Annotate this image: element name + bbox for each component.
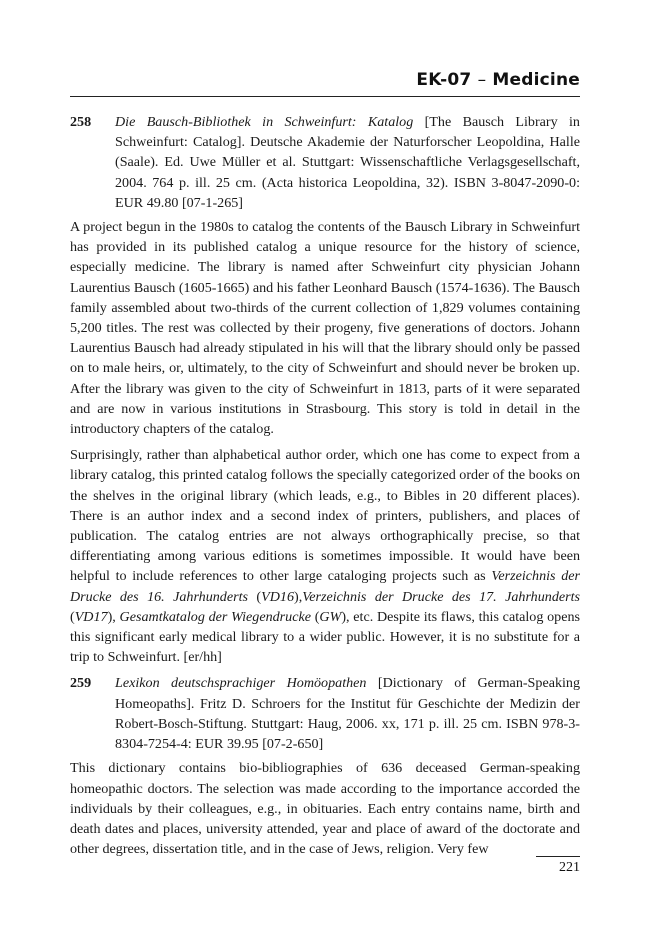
header-rule <box>70 96 580 97</box>
page-content <box>70 112 580 865</box>
entry-title: Lexikon deutschsprachiger Homöopathen <box>115 675 367 692</box>
text-run: ( <box>310 608 320 625</box>
text-run: ( <box>70 608 75 625</box>
review-paragraph-1: A project begun in the 1980s to catalog the contents of the Bausch Library in Schweinfurt has provided in its published catalog a unique resource for the history of science, especially medicine. The library is named after Schweinfurt city physician Johann Laurentius Bausch (1605-1665) and his father Leonhard Bausch (1574-1636). The Bausch family assembled about two-thirds of the current collection of 1,829 volumes containing 5,200 titles. The rest was collected by their progeny, five generations of doctors. Johann Laurentius Bausch had already stipulated in his will that the library should only be passed on to male heirs, or, ultimately, to the city of Schweinfurt and should never be broken up. After the library was given to the city of Schweinfurt in 1813, parts of it were separated and are now in various institutions in Strasbourg. This story is told in detail in the introductory chapters of the catalog. <box>70 219 580 438</box>
entry-title: Die Bausch-Bibliothek in Schweinfurt: Katalog <box>115 114 414 130</box>
italic-abbrev: VD16 <box>261 588 294 605</box>
text-run: Surprisingly, rather than alphabetical author order, which one has come to expect from a library catalog, this printed catalog follows the specially categorized order of the books on the shelves in the original library (which leads, e.g., to Bibles in 20 different places). There is an author index and a second index of printers, publishers, and places of publication. The catalog entries are not always orthographically precise, so that differentiating among various editions is sometimes impossible. It would have been helpful to include references to other large cataloging projects such as <box>70 447 580 585</box>
section-code: EK-07 <box>416 70 472 90</box>
entry-details: [The Bausch Library in Schweinfurt: Catalog]. Deutsche Akademie der Naturforscher Leopoldina, Halle (Saale). Ed. Uwe Müller et al. Stuttgart: Wissenschaftliche Verlagsgesellschaft, 2004. 764 p. ill. 25 cm. (Acta historica Leopoldina, 32). ISBN 3-8047-2090-0: EUR 49.80 [07-1-265] <box>115 114 580 211</box>
entry-citation <box>115 673 580 754</box>
entry-number: 259 <box>70 675 92 692</box>
italic-title: Verzeichnis der Drucke des 17. Jahrhunderts <box>302 588 581 605</box>
page-number: 221 <box>559 860 580 875</box>
footer-rule <box>536 856 580 857</box>
text-run: ), <box>107 608 120 625</box>
italic-abbrev: GW <box>319 608 342 625</box>
entry-number: 258 <box>70 114 92 130</box>
italic-title: Gesamtkatalog der Wiegendrucke <box>119 608 311 625</box>
review-paragraph-3: This dictionary contains bio-bibliographies of 636 deceased German-speaking homeopathic doctors. The selection was made according to the importance accorded the individuals by their colleagues, e.g., in obituaries. Each entry contains name, birth and death dates and places, university attended, year and place of award of the doctorate and other degrees, dissertation title, and in the case of Jews, religion. Very few <box>70 760 580 858</box>
text-run: ), <box>294 588 303 605</box>
running-header <box>416 70 580 90</box>
header-dash: – <box>477 70 487 90</box>
italic-title: Verzeichnis der Drucke des 16. Jahrhunderts <box>70 568 580 605</box>
italic-abbrev: VD17 <box>74 608 108 625</box>
bibliographic-entry-258 <box>70 112 580 213</box>
review-paragraph-2 <box>70 445 580 667</box>
section-name: Medicine <box>492 70 580 90</box>
text-run: ( <box>248 588 262 605</box>
entry-details: [Dictionary of German-Speaking Homeopaths]. Fritz D. Schroers for the Institut für Geschichte der Medizin der Robert-Bosch-Stiftung. Stuttgart: Haug, 2006. xx, 171 p. ill. 25 cm. ISBN 978-3-8304-7254-4: EUR 39.95 [07-2-650] <box>115 675 581 753</box>
bibliographic-entry-259 <box>70 673 580 754</box>
text-run: ), etc. Despite its flaws, this catalog opens this significant early medical library to a wider public. However, it is no substitute for a trip to Schweinfurt. [er/hh] <box>70 608 580 666</box>
entry-citation <box>115 112 580 213</box>
